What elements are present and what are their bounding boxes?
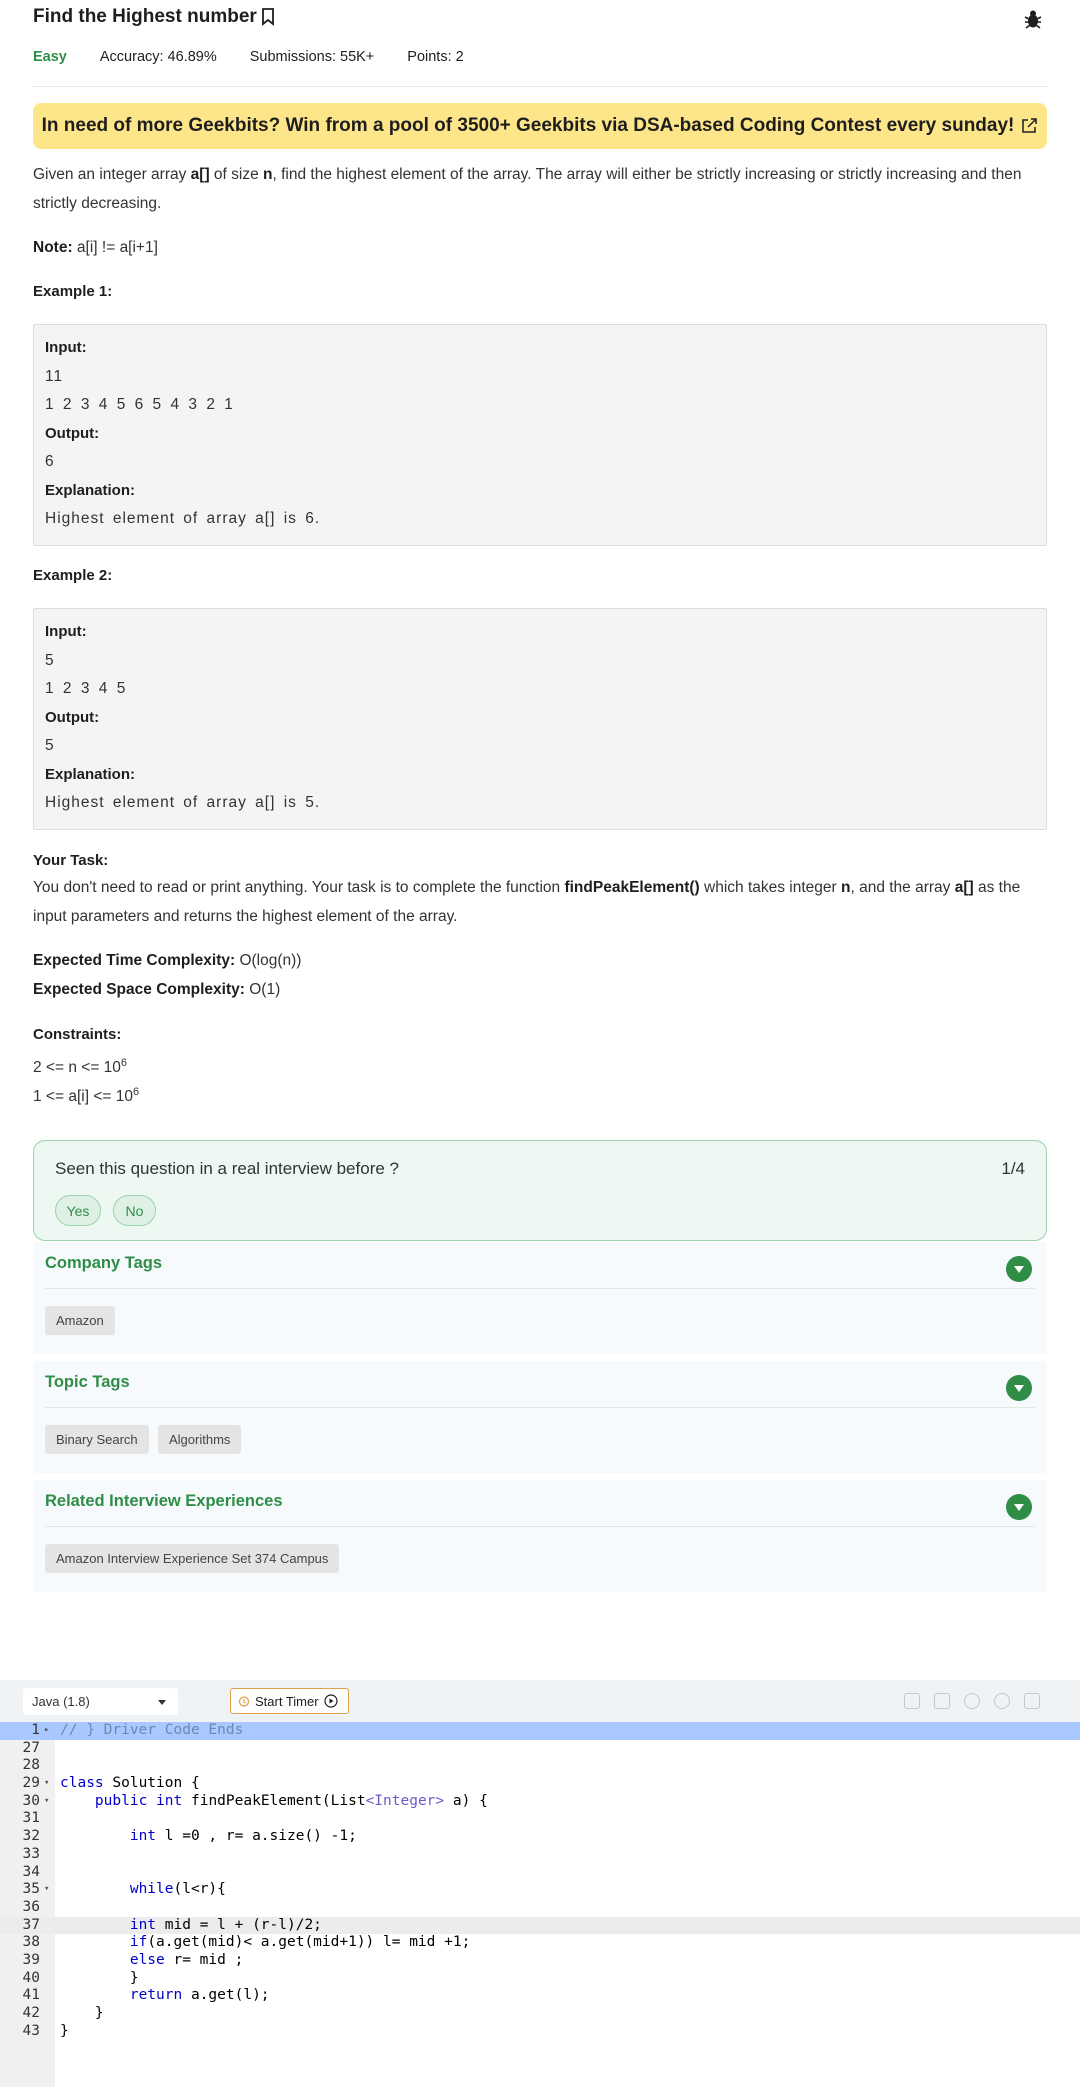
code-line[interactable] [0, 1793, 1080, 1811]
line-number: 32 [22, 1828, 40, 1845]
reset-icon[interactable] [994, 1693, 1010, 1709]
constraints-heading: Constraints: [33, 1026, 122, 1043]
prompt-counter: 1/4 [1001, 1159, 1025, 1178]
example2-box [33, 608, 1047, 830]
line-number: 37 [22, 1916, 40, 1933]
example-input: 5 [45, 651, 55, 669]
code-line[interactable] [0, 1881, 1080, 1899]
code-text: public int findPeakElement(List<Integer> a) { [94, 1792, 488, 1809]
code-line[interactable] [0, 1952, 1080, 1970]
no-button[interactable]: No [113, 1195, 156, 1226]
code-line[interactable] [0, 1757, 1080, 1775]
contest-banner[interactable] [33, 103, 1047, 149]
problem-title [33, 6, 275, 28]
task-text-part: which takes integer [699, 879, 841, 896]
code-text: } [60, 2005, 104, 2021]
copy-icon[interactable] [904, 1693, 920, 1709]
line-number: 33 [22, 1845, 40, 1862]
fullscreen-icon[interactable] [1024, 1693, 1040, 1709]
note-text: a[i] != a[i+1] [72, 239, 158, 256]
code-text: class Solution { [60, 1775, 200, 1792]
statement-text: of size [209, 166, 264, 183]
code-line[interactable] [0, 1740, 1080, 1758]
constraint-exp: 6 [132, 1086, 140, 1098]
code-editor[interactable] [0, 1722, 1080, 2087]
related-experiences-section [33, 1480, 1047, 1592]
code-text: } [60, 1969, 139, 1986]
related-heading[interactable]: Related Interview Experiences [45, 1492, 283, 1510]
line-number: 40 [22, 1969, 40, 1986]
example1-box [33, 324, 1047, 546]
divider [33, 86, 1047, 87]
code-line[interactable] [0, 1970, 1080, 1988]
line-number: 28 [22, 1757, 40, 1774]
editor-toolbar [0, 1680, 1080, 1722]
statement-text: Given an integer array [33, 166, 191, 183]
param-array: a[] [954, 879, 974, 896]
code-line[interactable] [0, 1722, 1080, 1740]
statement-text: , find the highest element of the array. The array will either be strictly increasing or strictly increasing and then strictly decreasing. [33, 166, 1022, 212]
line-number: 36 [22, 1898, 40, 1915]
divider [45, 1407, 1035, 1408]
external-link-icon [1020, 117, 1038, 135]
language-select[interactable]: Java (1.8) [23, 1688, 178, 1715]
code-text: // } Driver Code Ends [60, 1722, 244, 1738]
timer-label: Start Timer [255, 1693, 319, 1709]
example-explanation: Highest element of array a[] is 5. [45, 794, 321, 811]
line-number: 39 [22, 1951, 40, 1968]
difficulty-badge: Easy [33, 49, 67, 65]
line-number: 30 [22, 1792, 40, 1809]
code-text: while(l<r){ [129, 1881, 226, 1898]
points: Points: 2 [407, 49, 464, 65]
accuracy: Accuracy: 46.89% [99, 49, 217, 65]
space-value: O(1) [244, 981, 281, 998]
interview-question: Seen this question in a real interview before ? [55, 1159, 399, 1178]
chevron-down-icon[interactable] [1006, 1256, 1032, 1282]
constraint-text: 1 <= a[i] <= 10 [33, 1088, 133, 1106]
divider [45, 1526, 1035, 1527]
line-number: 27 [22, 1739, 40, 1756]
code-text: return a.get(l); [129, 1987, 270, 2004]
note-label: Note: [33, 239, 73, 256]
time-complexity [33, 946, 1040, 975]
task-text [33, 873, 1040, 931]
code-line[interactable] [0, 2005, 1080, 2023]
example1-heading: Example 1: [33, 283, 113, 300]
explanation-label: Explanation: [45, 481, 136, 499]
task-heading: Your Task: [33, 852, 109, 869]
code-line[interactable] [0, 1987, 1080, 2005]
explanation-label: Explanation: [45, 765, 136, 783]
time-value: O(log(n)) [235, 952, 302, 969]
constraint-exp: 6 [120, 1057, 128, 1069]
example-input: 1 2 3 4 5 6 5 4 3 2 1 [45, 396, 234, 413]
line-number: 42 [22, 2005, 40, 2021]
example2-heading: Example 2: [33, 567, 113, 584]
code-text: else r= mid ; [129, 1951, 244, 1968]
code-text: int l =0 , r= a.size() -1; [129, 1828, 357, 1845]
interview-prompt [33, 1140, 1047, 1241]
code-line[interactable] [0, 1828, 1080, 1846]
banner-text: In need of more Geekbits? Win from a pool of 3500+ Geekbits via DSA-based Coding Contest every sunday! [41, 115, 1015, 136]
input-label: Input: [45, 623, 87, 640]
example-explanation: Highest element of array a[] is 6. [45, 510, 321, 527]
code-line[interactable] [0, 1810, 1080, 1828]
function-name: findPeakElement() [564, 879, 700, 896]
submissions: Submissions: 55K+ [249, 49, 375, 65]
code-line[interactable] [0, 1899, 1080, 1917]
code-text: int mid = l + (r-l)/2; [129, 1916, 322, 1933]
fold-toggle-icon[interactable]: ▾ [44, 1778, 50, 1789]
fold-toggle-icon[interactable]: ▸ [44, 1725, 50, 1735]
input-label: Input: [45, 339, 87, 356]
chevron-down-icon[interactable] [1006, 1494, 1032, 1520]
space-label: Expected Space Complexity: [33, 981, 245, 998]
line-number: 38 [22, 1934, 40, 1951]
tag-chip[interactable]: Binary Search [45, 1425, 149, 1454]
example-input: 11 [45, 367, 64, 385]
line-number: 35 [22, 1881, 40, 1898]
task-text-part: , and the array [850, 879, 955, 896]
task-text-part: as the input parameters and returns the highest element of the array. [33, 879, 1021, 925]
line-number: 29 [22, 1775, 40, 1792]
line-number: 43 [22, 2022, 40, 2039]
param-n: n [841, 879, 851, 896]
problem-statement [33, 160, 1040, 218]
yes-button[interactable]: Yes [55, 1195, 101, 1226]
fold-toggle-icon[interactable]: ▾ [44, 1795, 50, 1806]
topic-tags-section [33, 1361, 1047, 1473]
fold-toggle-icon[interactable]: ▾ [44, 1884, 50, 1895]
tag-chip[interactable]: Algorithms [158, 1425, 241, 1454]
example-output: 5 [45, 737, 55, 754]
task-text-part: You don't need to read or print anything. Your task is to complete the function [33, 879, 565, 896]
problem-meta [33, 49, 464, 65]
statement-bold: n [263, 166, 273, 183]
code-line[interactable] [0, 1846, 1080, 1864]
code-line[interactable] [0, 1864, 1080, 1882]
code-text: } [60, 2022, 69, 2039]
example-input: 1 2 3 4 5 [45, 680, 127, 697]
line-number: 34 [22, 1863, 40, 1880]
file-icon[interactable] [934, 1693, 950, 1709]
line-number: 31 [22, 1810, 40, 1827]
statement-bold: a[] [190, 166, 210, 183]
line-number: 41 [22, 1987, 40, 2004]
company-tags-heading[interactable]: Company Tags [45, 1254, 163, 1272]
code-text: if(a.get(mid)< a.get(mid+1)) l= mid +1; [129, 1934, 471, 1951]
code-line[interactable] [0, 2023, 1080, 2041]
start-timer-button[interactable] [230, 1688, 349, 1714]
topic-tags-heading[interactable]: Topic Tags [45, 1373, 130, 1391]
code-lines [0, 1722, 1080, 2040]
company-tags-section [33, 1242, 1047, 1354]
example-output: 6 [45, 453, 55, 470]
constraint-text: 2 <= n <= 10 [33, 1059, 121, 1077]
line-number: 1 [31, 1722, 40, 1738]
tag-chip[interactable]: Amazon Interview Experience Set 374 Campus [45, 1544, 339, 1573]
output-label: Output: [45, 424, 100, 442]
tag-chip[interactable]: Amazon [45, 1306, 115, 1335]
space-complexity [33, 975, 1040, 1004]
problem-title-text: Find the Highest number [33, 6, 257, 27]
bookmark-icon[interactable] [261, 8, 275, 26]
code-line[interactable] [0, 1775, 1080, 1793]
code-line[interactable] [0, 1934, 1080, 1952]
editor-actions [904, 1693, 1040, 1709]
divider [45, 1288, 1035, 1289]
alarm-icon [238, 1695, 250, 1707]
code-line[interactable] [0, 1917, 1080, 1935]
note [33, 233, 1040, 262]
time-label: Expected Time Complexity: [33, 952, 236, 969]
play-icon [324, 1694, 338, 1708]
report-bug-icon[interactable] [1024, 9, 1042, 29]
chevron-down-icon[interactable] [1006, 1375, 1032, 1401]
constraint-2 [33, 1078, 1040, 1111]
output-label: Output: [45, 708, 100, 726]
settings-icon[interactable] [964, 1693, 980, 1709]
